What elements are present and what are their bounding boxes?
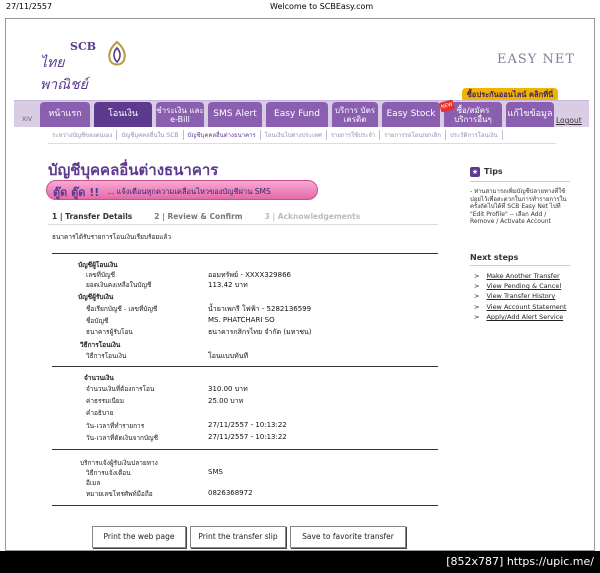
tab-easy-stock[interactable]: Easy Stock [382, 102, 440, 127]
step-acknowledgements: 3 | Acknowledgements [264, 212, 361, 221]
banner-dudu-text: ตู๊ด ตู๊ด !! [53, 186, 100, 199]
divider [48, 143, 556, 144]
payee-name-label: ชื่อบัญชี [86, 317, 109, 325]
tab-other-services[interactable]: ซื้อ/สมัคร บริการอื่นๆ [444, 102, 502, 127]
balance-label: ยอดเงินคงเหลือในบัญชี [86, 281, 152, 289]
tab-sms-alert[interactable]: SMS Alert [208, 102, 262, 127]
notify-section: บริการแจ้งผู้รับเงินปลายทาง [80, 459, 158, 467]
notify-method-label: วิธีการแจ้งเตือน [86, 469, 131, 477]
step-transfer-details: 1 | Transfer Details [52, 212, 133, 221]
success-message: ธนาคารได้รับรายการโอนเงินเรียบร้อยแล้ว [52, 233, 172, 241]
fee-label: ค่าธรรมเนียม [86, 397, 124, 405]
tips-text: - ท่านสามารถเพิ่มบัญชีปลายทางที่ใช้บ่อยไว้เพื่อสะดวกในการทำรายการในครั้งถัดไปได้ที่ SCB Easy Net ไปที่ "Edit Profile" -- เลือก Add / Remove / Activate Account [470, 188, 567, 225]
divider [470, 265, 570, 266]
debit-date-value: 27/11/2557 - 10:13:22 [208, 433, 287, 441]
subnav-own-account[interactable]: ระหว่างบัญชีของตนเอง [48, 130, 117, 140]
view-transfer-history-link[interactable]: View Transfer History [486, 292, 556, 300]
from-account-label: เลขที่บัญชี [86, 271, 116, 279]
scb-logo-text: SCB [70, 40, 96, 53]
progress-steps [52, 212, 360, 221]
scb-emblem-icon [104, 40, 130, 70]
divider [48, 224, 438, 225]
subnav-pending[interactable]: รายการรอโอน/ยกเลิก [380, 130, 446, 140]
notify-phone-label: หมายเลขโทรศัพท์มือถือ [86, 490, 153, 498]
scb-logo[interactable] [40, 40, 102, 93]
step-review-confirm: 2 | Review & Confirm [154, 212, 243, 221]
sub-nav [48, 130, 556, 140]
description-label: คำอธิบาย [86, 409, 114, 417]
payee-bank-label: ธนาคารผู้รับโอน [86, 328, 133, 336]
new-badge: NEW [439, 99, 455, 112]
fee-value: 25.00 บาท [208, 397, 244, 405]
payee-bank-value: ธนาคารกสิกรไทย จำกัด (มหาชน) [208, 328, 312, 336]
footer-watermark: [852x787] https://upic.me/ [446, 555, 594, 568]
save-favorite-button[interactable]: Save to favorite transfer [290, 526, 406, 548]
next-steps-title: Next steps [470, 253, 519, 262]
banner-text: ... แจ้งเตือนทุกความเคลื่อนไหวของบัญชีผ่าน SMS [107, 187, 271, 196]
method-value: โอนแบบทันที [208, 352, 249, 360]
notify-method-value: SMS [208, 468, 223, 476]
payee-name-value: MS. PHATCHARI SO [208, 316, 275, 324]
next-step-item[interactable]: > Make Another Transfer [474, 272, 560, 280]
sms-alert-banner[interactable] [46, 180, 318, 200]
page-title: บัญชีบุคคลอื่นต่างธนาคาร [48, 161, 219, 179]
amount-section: จำนวนเงิน [84, 374, 114, 382]
tips-title: Tips [484, 167, 503, 176]
method-label: วิธีการโอนเงิน [86, 352, 127, 360]
divider [52, 366, 438, 367]
tab-credit-card[interactable]: บริการ บัตรเครดิต [332, 102, 378, 127]
view-account-statement-link[interactable]: View Account Statement [486, 303, 567, 311]
view-pending-cancel-link[interactable]: View Pending & Cancel [486, 282, 562, 290]
tab-home[interactable]: หน้าแรก [40, 102, 90, 127]
payee-nick-value: น้ำยาเพกรี โฟฟ้า - 5282136599 [208, 305, 312, 313]
next-step-item[interactable]: > View Transfer History [474, 292, 556, 300]
subnav-overseas[interactable]: โอนเงินไปต่างประเทศ [261, 130, 327, 140]
next-step-item[interactable]: > Apply/Add Alert Service [474, 313, 564, 321]
star-icon: ★ [471, 168, 479, 176]
print-slip-button[interactable]: Print the transfer slip [190, 526, 286, 548]
method-section: วิธีการโอนเงิน [80, 341, 121, 349]
tab-bill-payment[interactable]: ชำระเงิน และ e-Bill [156, 102, 204, 127]
payee-nick-label: ชื่อเรียกบัญชี - เลขที่บัญชี [86, 305, 158, 313]
subnav-favorites[interactable]: รายการใช้ประจำ [327, 130, 380, 140]
bank-name-text: ไทยพาณิชย์ [40, 55, 88, 93]
print-page-button[interactable]: Print the web page [92, 526, 186, 548]
divider [470, 181, 570, 182]
logout-link[interactable]: Logout [556, 116, 582, 125]
tab-easy-fund[interactable]: Easy Fund [266, 102, 328, 127]
notify-phone-value: 0826368972 [208, 489, 253, 497]
next-step-item[interactable]: > View Pending & Cancel [474, 282, 562, 290]
notify-email-label: อีเมล [86, 479, 101, 487]
easy-net-logo: EASY NET [497, 52, 576, 67]
amount-label: จำนวนเงินที่ต้องการโอน [86, 385, 155, 393]
subnav-history[interactable]: ประวัติการโอนเงิน [446, 130, 503, 140]
print-date: 27/11/2557 [6, 2, 53, 11]
version-label: XIV [22, 116, 32, 123]
tab-transfer[interactable]: โอนเงิน [94, 102, 152, 127]
balance-value: 113.42 บาท [208, 281, 248, 289]
from-account-section: บัญชีผู้โอนเงิน [78, 261, 118, 269]
from-account-value: ออมทรัพย์ - XXXX329866 [208, 271, 291, 279]
divider [52, 253, 438, 254]
debit-date-label: วัน-เวลาที่ตัดเงินจากบัญชี [86, 434, 158, 442]
print-title: Welcome to SCBEasy.com [270, 2, 374, 11]
subnav-other-scb[interactable]: บัญชีบุคคลอื่นใน SCB [117, 130, 183, 140]
make-another-transfer-link[interactable]: Make Another Transfer [486, 272, 560, 280]
tab-edit-profile[interactable]: แก้ไขข้อมูล [506, 102, 554, 127]
divider [52, 449, 438, 450]
insurance-promo-button[interactable]: ซื้อประกันออนไลน์ คลิกที่นี่ [462, 88, 558, 102]
to-account-section: บัญชีผู้รับเงิน [78, 293, 114, 301]
next-step-item[interactable]: > View Account Statement [474, 303, 567, 311]
divider [52, 505, 438, 506]
apply-alert-service-link[interactable]: Apply/Add Alert Service [486, 313, 564, 321]
transaction-date-label: วัน-เวลาที่ทำรายการ [86, 422, 145, 430]
amount-value: 310.00 บาท [208, 385, 248, 393]
subnav-other-bank[interactable]: บัญชีบุคคลอื่นต่างธนาคาร [184, 130, 261, 140]
transaction-date-value: 27/11/2557 - 10:13:22 [208, 421, 287, 429]
